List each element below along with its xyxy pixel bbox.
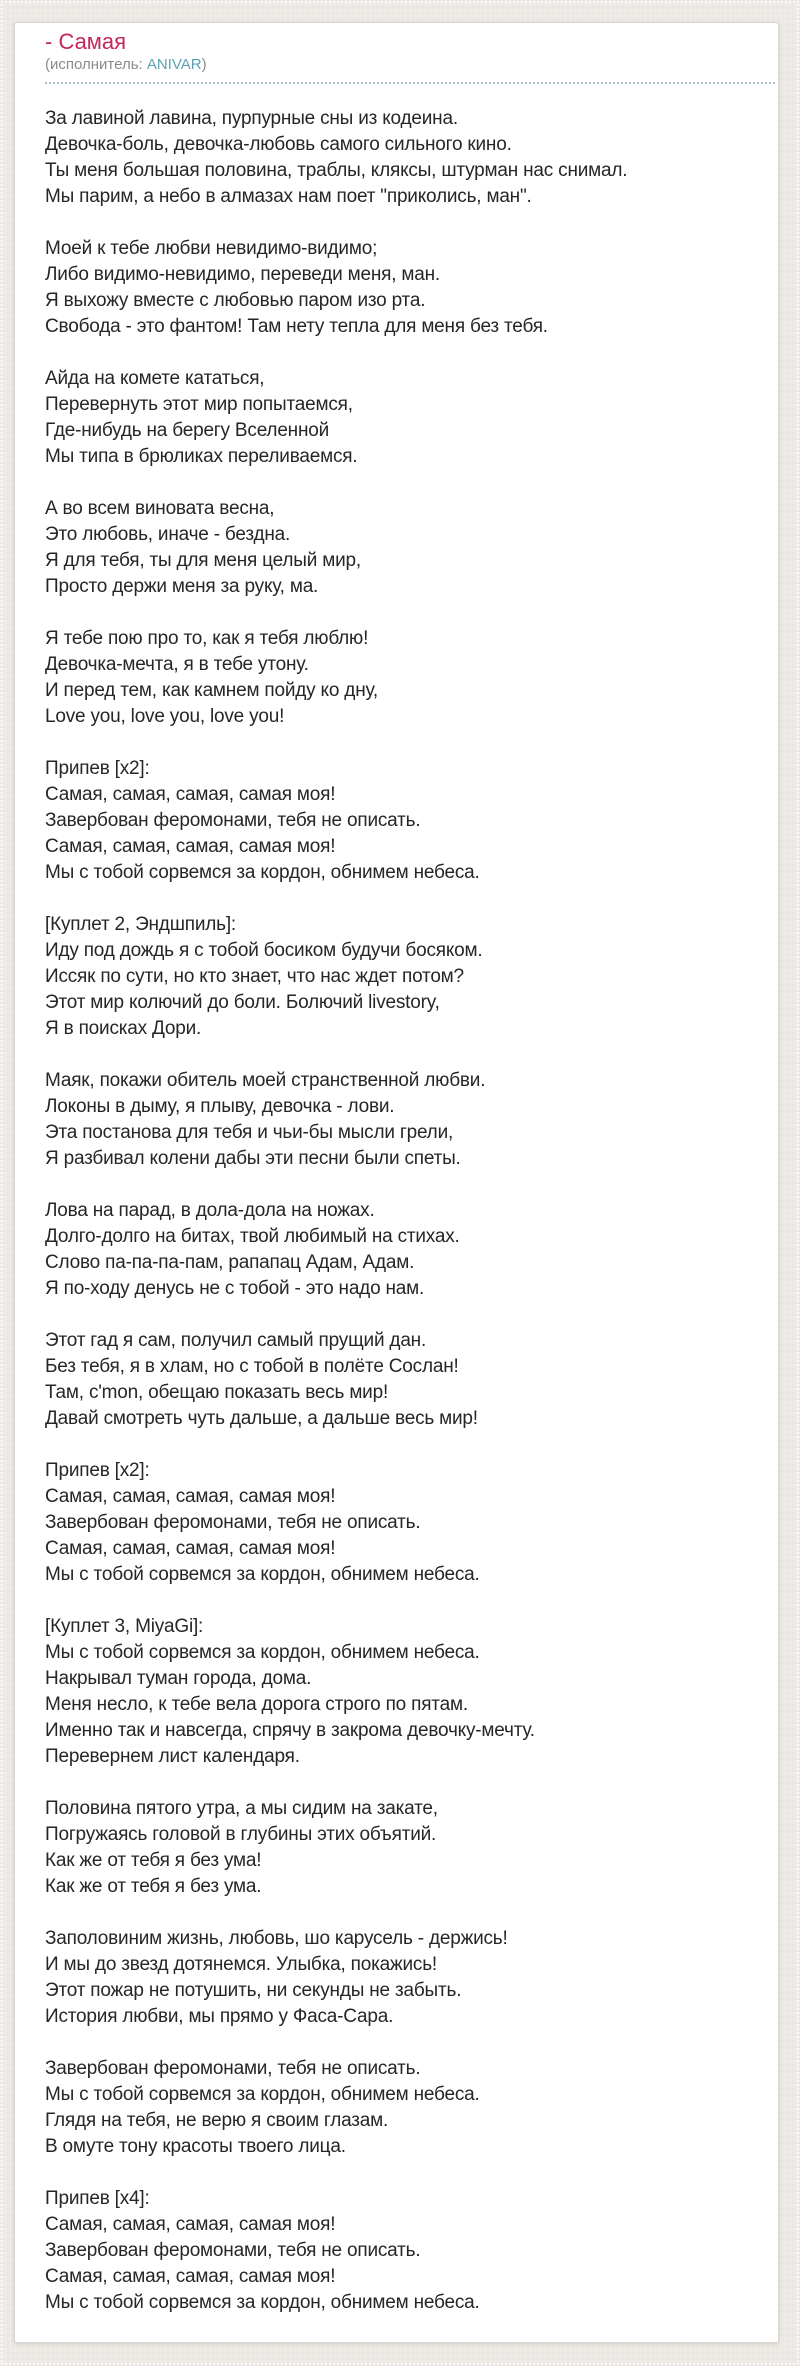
lyrics-text	[45, 106, 758, 2316]
artist-link[interactable]: ANIVAR	[146, 56, 202, 73]
lyric-line: Где-нибудь на берегу Вселенной	[45, 420, 330, 441]
lyric-line: Припев [x4]:	[45, 2188, 150, 2209]
lyric-line: Половина пятого утра, а мы сидим на закате,	[45, 1798, 438, 1819]
lyrics-stanza	[45, 912, 758, 1042]
lyric-line: Девочка-мечта, я в тебе утону.	[45, 654, 309, 675]
lyric-line: [Куплет 3, MiyaGi]:	[45, 1616, 204, 1637]
lyric-line: И перед тем, как камнем пойду ко дну,	[45, 680, 378, 701]
lyric-line: Ты меня большая половина, траблы, кляксы, штурман нас снимал.	[45, 160, 628, 181]
lyric-line: Мы с тобой сорвемся за кордон, обнимем небеса.	[45, 2292, 480, 2313]
lyric-line: [Куплет 2, Эндшпиль]:	[45, 914, 236, 935]
lyric-line: Перевернем лист календаря.	[45, 1746, 300, 1767]
lyrics-stanza	[45, 626, 758, 730]
lyric-line: Как же от тебя я без ума.	[45, 1876, 262, 1897]
lyrics-stanza	[45, 1068, 758, 1172]
lyric-line: Мы с тобой сорвемся за кордон, обнимем небеса.	[45, 1642, 480, 1663]
lyric-line: Я в поисках Дори.	[45, 1018, 202, 1039]
lyric-line: Love you, love you, love you!	[45, 706, 285, 727]
lyric-line: Припев [x2]:	[45, 758, 150, 779]
lyric-line: Я по-ходу денусь не с тобой - это надо нам.	[45, 1278, 425, 1299]
lyric-line: Припев [x2]:	[45, 1460, 150, 1481]
lyric-line: Самая, самая, самая, самая моя!	[45, 836, 336, 857]
lyric-line: Этот мир колючий до боли. Болючий livestory,	[45, 992, 440, 1013]
lyric-line: Иссяк по сути, но кто знает, что нас ждет потом?	[45, 966, 464, 987]
lyric-line: Глядя на тебя, не верю я своим глазам.	[45, 2110, 389, 2131]
lyric-line: Этот гад я сам, получил самый прущий дан.	[45, 1330, 427, 1351]
lyric-line: Завербован феромонами, тебя не описать.	[45, 2058, 421, 2079]
lyric-line: Айда на комете кататься,	[45, 368, 265, 389]
lyric-line: Самая, самая, самая, самая моя!	[45, 784, 336, 805]
lyric-line: Свобода - это фантом! Там нету тепла для меня без тебя.	[45, 316, 548, 337]
lyric-line: Мы парим, а небо в алмазах нам поет "приколись, ман".	[45, 186, 532, 207]
lyric-line: Перевернуть этот мир попытаемся,	[45, 394, 353, 415]
lyric-line: Я для тебя, ты для меня целый мир,	[45, 550, 361, 571]
lyrics-stanza	[45, 1328, 758, 1432]
lyric-line: Эта постанова для тебя и чьи-бы мысли грели,	[45, 1122, 454, 1143]
lyric-line: Завербован феромонами, тебя не описать.	[45, 1512, 421, 1533]
lyric-line: Этот пожар не потушить, ни секунды не забыть.	[45, 1980, 462, 2001]
lyric-line: Завербован феромонами, тебя не описать.	[45, 2240, 421, 2261]
lyric-line: Как же от тебя я без ума!	[45, 1850, 262, 1871]
lyrics-stanza	[45, 1198, 758, 1302]
lyric-line: Я разбивал колени дабы эти песни были спеты.	[45, 1148, 461, 1169]
lyric-line: Иду под дождь я с тобой босиком будучи босяком.	[45, 940, 483, 961]
lyric-line: Погружаясь головой в глубины этих объятий.	[45, 1824, 437, 1845]
lyric-line: Либо видимо-невидимо, переведи меня, ман.	[45, 264, 440, 285]
lyric-line: Мы типа в брюликах переливаемся.	[45, 446, 358, 467]
lyric-line: Я выхожу вместе с любовью паром изо рта.	[45, 290, 426, 311]
lyric-line: Самая, самая, самая, самая моя!	[45, 2266, 336, 2287]
lyric-line: Я тебе пою про то, как я тебя люблю!	[45, 628, 369, 649]
lyrics-stanza	[45, 756, 758, 886]
lyrics-stanza	[45, 106, 758, 210]
lyric-line: Слово па-па-па-пам, рапапац Адам, Адам.	[45, 1252, 415, 1273]
lyric-line: Меня несло, к тебе вела дорога строго по пятам.	[45, 1694, 468, 1715]
lyrics-stanza	[45, 2056, 758, 2160]
lyrics-stanza	[45, 1458, 758, 1588]
lyric-line: Девочка-боль, девочка-любовь самого сильного кино.	[45, 134, 512, 155]
lyrics-stanza	[45, 2186, 758, 2316]
lyrics-stanza	[45, 496, 758, 600]
lyric-line: Без тебя, я в хлам, но с тобой в полёте Сослан!	[45, 1356, 459, 1377]
lyric-line: Это любовь, иначе - бездна.	[45, 524, 291, 545]
lyric-line: Просто держи меня за руку, ма.	[45, 576, 319, 597]
lyric-line: В омуте тону красоты твоего лица.	[45, 2136, 346, 2157]
lyrics-stanza	[45, 1926, 758, 2030]
lyric-line: Самая, самая, самая, самая моя!	[45, 1486, 336, 1507]
lyric-line: Моей к тебе любви невидимо-видимо;	[45, 238, 378, 259]
lyric-line: Самая, самая, самая, самая моя!	[45, 1538, 336, 1559]
lyric-line: История любви, мы прямо у Фаса-Сара.	[45, 2006, 394, 2027]
song-title: - Самая	[45, 29, 127, 54]
lyric-line: За лавиной лавина, пурпурные сны из кодеина.	[45, 108, 458, 129]
lyrics-stanza	[45, 1614, 758, 1770]
lyric-line: А во всем виновата весна,	[45, 498, 275, 519]
lyric-line: И мы до звезд дотянемся. Улыбка, покажись!	[45, 1954, 437, 1975]
lyric-line: Самая, самая, самая, самая моя!	[45, 2214, 336, 2235]
lyric-line: Там, c'mon, обещаю показать весь мир!	[45, 1382, 389, 1403]
artist-label-open: (исполнитель:	[45, 56, 147, 73]
lyric-line: Заполовиним жизнь, любовь, шо карусель - держись!	[45, 1928, 508, 1949]
lyric-line: Именно так и навсегда, спрячу в закрома девочку-мечту.	[45, 1720, 535, 1741]
lyric-line: Давай смотреть чуть дальше, а дальше весь мир!	[45, 1408, 478, 1429]
lyric-line: Мы с тобой сорвемся за кордон, обнимем небеса.	[45, 2084, 480, 2105]
lyrics-stanza	[45, 1796, 758, 1900]
lyric-line: Завербован феромонами, тебя не описать.	[45, 810, 421, 831]
lyrics-card	[14, 22, 779, 2343]
lyric-line: Мы с тобой сорвемся за кордон, обнимем небеса.	[45, 1564, 480, 1585]
lyric-line: Локоны в дыму, я плыву, девочка - лови.	[45, 1096, 395, 1117]
artist-row	[45, 55, 775, 84]
lyric-line: Накрывал туман города, дома.	[45, 1668, 312, 1689]
artist-label-close: )	[201, 56, 207, 73]
lyric-line: Долго-долго на битах, твой любимый на стихах.	[45, 1226, 460, 1247]
lyric-line: Маяк, покажи обитель моей странственной любви.	[45, 1070, 486, 1091]
lyrics-stanza	[45, 366, 758, 470]
lyric-line: Лова на парад, в дола-дола на ножах.	[45, 1200, 375, 1221]
lyric-line: Мы с тобой сорвемся за кордон, обнимем небеса.	[45, 862, 480, 883]
lyrics-stanza	[45, 236, 758, 340]
